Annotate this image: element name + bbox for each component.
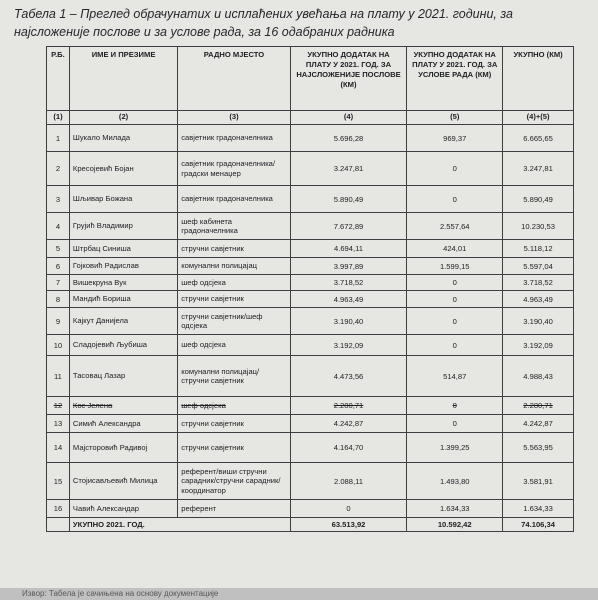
job-title-cell: стручни савјетник [178,415,290,433]
header-row [47,47,574,111]
complex-bonus-cell: 0 [290,500,407,518]
employee-name-cell: Кос Јелена [69,397,177,415]
employee-name-cell: Тасовац Лазар [69,356,177,397]
header-cell-complex-bonus: УКУПНО ДОДАТАК НА ПЛАТУ У 2021. ГОД. ЗА НАЈСЛОЖЕНИЈЕ ПОСЛОВЕ (КМ) [290,47,407,111]
job-title-cell: стручни савјетник/шеф одсјека [178,308,290,335]
row-total-cell: 6.665,65 [503,125,574,152]
job-title-cell: стручни савјетник [178,240,290,258]
employee-name-cell: Шљивар Божана [69,186,177,213]
conditions-bonus-cell: 1.493,80 [407,463,503,500]
row-total-cell: 4.242,87 [503,415,574,433]
row-total-cell: 3.247,81 [503,152,574,186]
row-total-cell: 1.634,33 [503,500,574,518]
row-number-cell: 3 [47,186,70,213]
table-row [47,213,574,240]
conditions-bonus-cell: 0 [407,415,503,433]
table-row [47,397,574,415]
row-number-cell: 7 [47,275,70,291]
table-row [47,356,574,397]
complex-bonus-cell: 3.190,40 [290,308,407,335]
footer-text: Извор: Табела је сачињена на основу документације [22,589,219,598]
table-row [47,463,574,500]
conditions-bonus-cell: 969,37 [407,125,503,152]
column-number: (1) [47,111,70,125]
table-row [47,125,574,152]
header-cell-rb: Р.Б. [47,47,70,111]
row-number-cell: 13 [47,415,70,433]
job-title-cell: савјетник градоначелника [178,125,290,152]
employee-name-cell: Мандић Бориша [69,291,177,308]
employee-name-cell: Стојисављевић Милица [69,463,177,500]
job-title-cell: референт/виши стручни сарадник/стручни сарадник/координатор [178,463,290,500]
row-number-cell: 5 [47,240,70,258]
employee-name-cell: Симић Александра [69,415,177,433]
employee-name-cell: Вишекруна Вук [69,275,177,291]
row-number-cell: 8 [47,291,70,308]
complex-bonus-cell: 2.088,11 [290,463,407,500]
total-label: УКУПНО 2021. ГОД. [69,518,290,532]
complex-bonus-cell: 2.280,71 [290,397,407,415]
employee-name-cell: Чавић Александар [69,500,177,518]
row-number-cell: 11 [47,356,70,397]
row-total-cell: 10.230,53 [503,213,574,240]
table-row [47,186,574,213]
total-conditions-bonus: 10.592,42 [407,518,503,532]
table-row [47,308,574,335]
job-title-cell: стручни савјетник [178,433,290,463]
job-title-cell: стручни савјетник [178,291,290,308]
job-title-cell: савјетник градоначелника [178,186,290,213]
column-number: (5) [407,111,503,125]
row-number-cell: 14 [47,433,70,463]
complex-bonus-cell: 4.963,49 [290,291,407,308]
table-row [47,415,574,433]
conditions-bonus-cell: 0 [407,291,503,308]
job-title-cell: шеф кабинета градоначелника [178,213,290,240]
table-row [47,240,574,258]
row-number-cell: 16 [47,500,70,518]
complex-bonus-cell: 7.672,89 [290,213,407,240]
job-title-cell: референт [178,500,290,518]
job-title-cell: савјетник градоначелника/градски менаџер [178,152,290,186]
row-number-cell: 1 [47,125,70,152]
table-row [47,152,574,186]
header-cell-total: УКУПНО (КМ) [503,47,574,111]
table-row [47,291,574,308]
column-number: (4)+(5) [503,111,574,125]
conditions-bonus-cell: 2.557,64 [407,213,503,240]
row-number-cell: 12 [47,397,70,415]
salary-table [46,46,574,532]
job-title-cell: шеф одсјека [178,397,290,415]
column-number: (2) [69,111,177,125]
table-caption: Табела 1 – Преглед обрачунатих и исплаћених увећања на плату у 2021. години, за најсложеније послове и за услове рада, за 16 одабраних радника [14,7,513,39]
employee-name-cell: Кресојевић Бојан [69,152,177,186]
total-rb-cell [47,518,70,532]
row-total-cell: 3.192,09 [503,335,574,356]
row-total-cell: 5.118,12 [503,240,574,258]
job-title-cell: комунални полицајац [178,258,290,275]
row-number-cell: 6 [47,258,70,275]
table-row [47,335,574,356]
job-title-cell: комунални полицајац/стручни савјетник [178,356,290,397]
conditions-bonus-cell: 1.599,15 [407,258,503,275]
conditions-bonus-cell: 0 [407,335,503,356]
employee-name-cell: Кајкут Данијела [69,308,177,335]
column-number: (4) [290,111,407,125]
complex-bonus-cell: 4.242,87 [290,415,407,433]
job-title-cell: шеф одсјека [178,275,290,291]
complex-bonus-cell: 4.164,70 [290,433,407,463]
table-row [47,433,574,463]
conditions-bonus-cell: 0 [407,186,503,213]
complex-bonus-cell: 3.247,81 [290,152,407,186]
row-number-cell: 15 [47,463,70,500]
header-cell-job: РАДНО МЈЕСТО [178,47,290,111]
complex-bonus-cell: 4.694,11 [290,240,407,258]
job-title-cell: шеф одсјека [178,335,290,356]
grand-total: 74.106,34 [503,518,574,532]
employee-name-cell: Штрбац Синиша [69,240,177,258]
conditions-bonus-cell: 0 [407,308,503,335]
row-number-cell: 10 [47,335,70,356]
conditions-bonus-cell: 424,01 [407,240,503,258]
employee-name-cell: Шукало Милада [69,125,177,152]
row-total-cell: 3.581,91 [503,463,574,500]
conditions-bonus-cell: 0 [407,152,503,186]
complex-bonus-cell: 3.997,89 [290,258,407,275]
table-row [47,258,574,275]
employee-name-cell: Гојковић Радислав [69,258,177,275]
conditions-bonus-cell: 514,87 [407,356,503,397]
header-cell-conditions-bonus: УКУПНО ДОДАТАК НА ПЛАТУ У 2021. ГОД. ЗА УСЛОВЕ РАДА (КМ) [407,47,503,111]
complex-bonus-cell: 5.890,49 [290,186,407,213]
table-row [47,500,574,518]
conditions-bonus-cell: 0 [407,397,503,415]
complex-bonus-cell: 5.696,28 [290,125,407,152]
row-total-cell: 5.890,49 [503,186,574,213]
complex-bonus-cell: 3.192,09 [290,335,407,356]
complex-bonus-cell: 4.473,56 [290,356,407,397]
conditions-bonus-cell: 1.399,25 [407,433,503,463]
complex-bonus-cell: 3.718,52 [290,275,407,291]
row-total-cell: 5.563,95 [503,433,574,463]
row-number-cell: 9 [47,308,70,335]
total-complex-bonus: 63.513,92 [290,518,407,532]
total-row [47,518,574,532]
conditions-bonus-cell: 1.634,33 [407,500,503,518]
row-total-cell: 3.190,40 [503,308,574,335]
table-row [47,275,574,291]
footer-strip [0,588,598,600]
employee-name-cell: Сладојевић Љубиша [69,335,177,356]
row-number-cell: 2 [47,152,70,186]
conditions-bonus-cell: 0 [407,275,503,291]
row-total-cell: 5.597,04 [503,258,574,275]
column-number: (3) [178,111,290,125]
row-number-cell: 4 [47,213,70,240]
row-total-cell: 3.718,52 [503,275,574,291]
header-cell-name: ИМЕ И ПРЕЗИМЕ [69,47,177,111]
row-total-cell: 2.280,71 [503,397,574,415]
row-total-cell: 4.963,49 [503,291,574,308]
row-total-cell: 4.988,43 [503,356,574,397]
employee-name-cell: Грујић Владимир [69,213,177,240]
column-number-row [47,111,574,125]
employee-name-cell: Мајсторовић Радивој [69,433,177,463]
